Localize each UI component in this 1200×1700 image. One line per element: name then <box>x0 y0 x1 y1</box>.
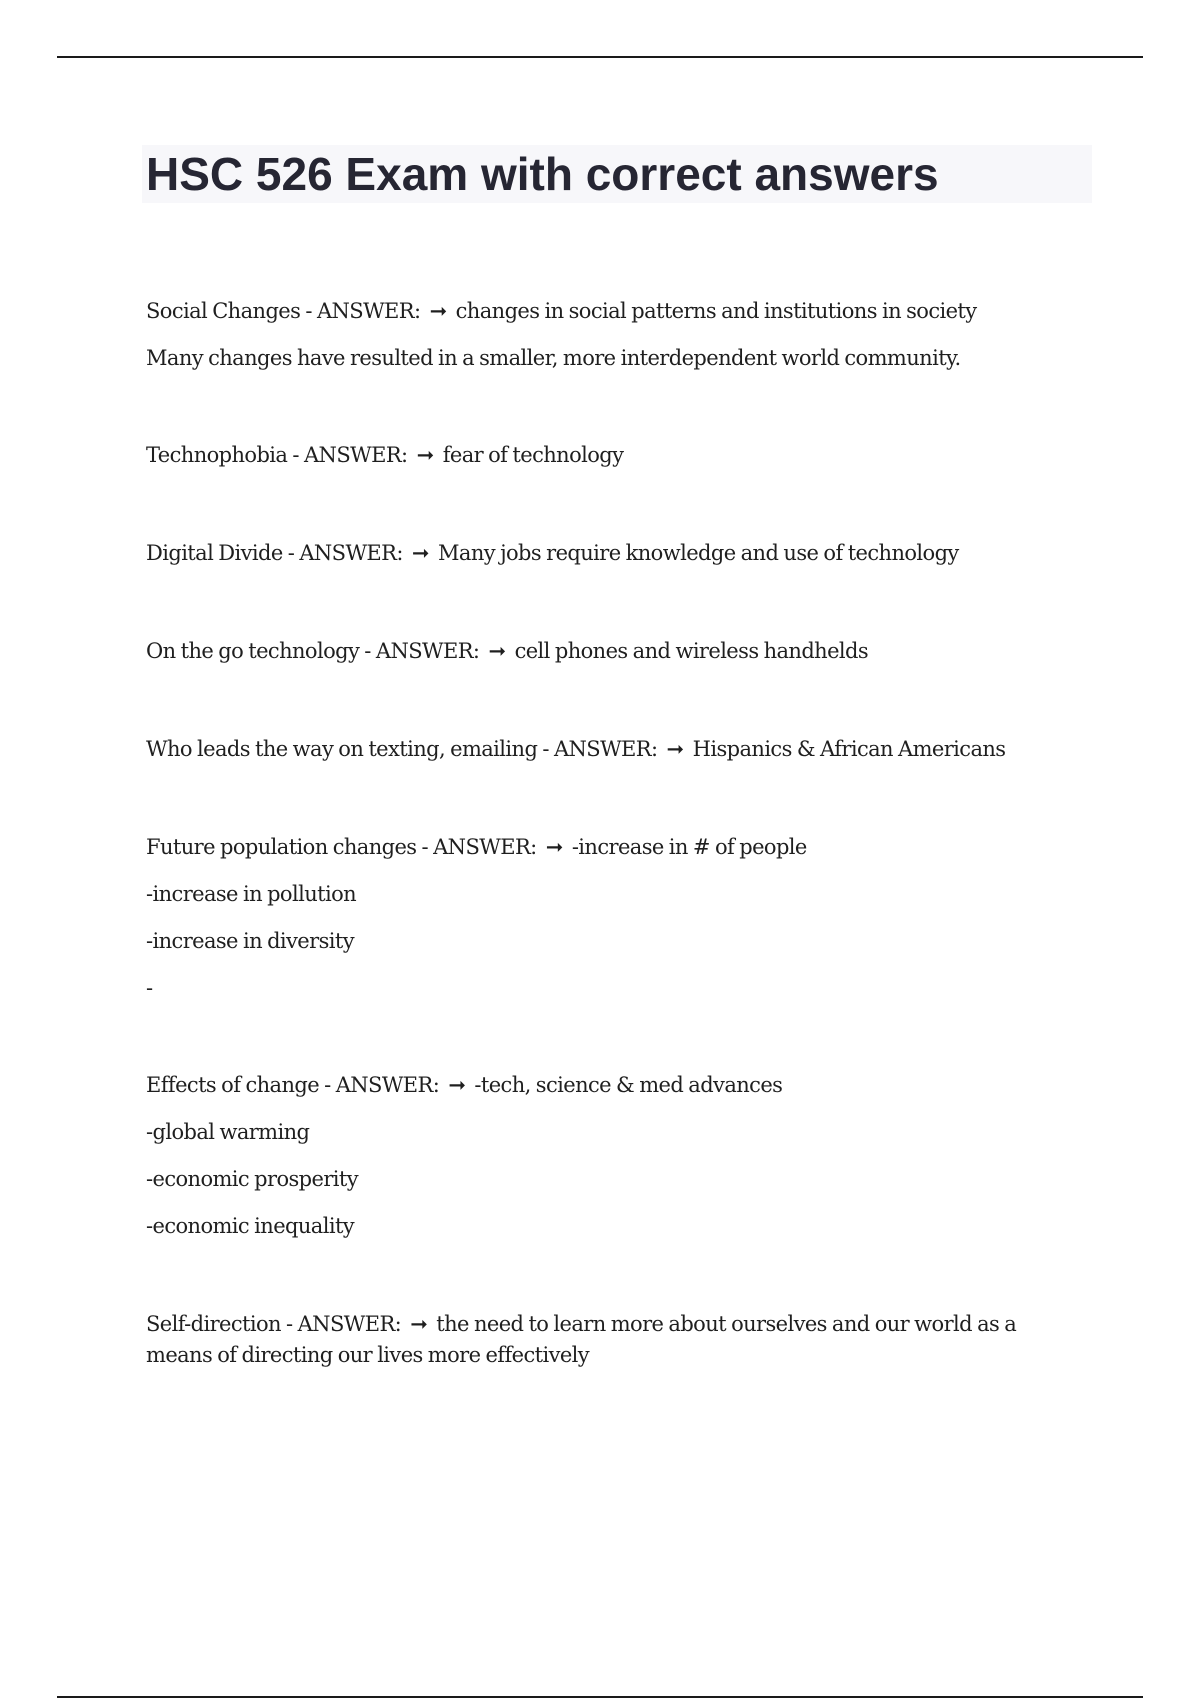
answer-text: Hispanics & African Americans <box>692 737 1006 761</box>
question-text: Self-direction - ANSWER: <box>146 1312 402 1336</box>
qa-entry-social-changes <box>146 288 1086 382</box>
question-text: Effects of change - ANSWER: <box>146 1073 440 1097</box>
answer-extra-line: Many changes have resulted in a smaller, more interdependent world community. <box>146 346 961 370</box>
arrow-icon: ➞ <box>545 835 563 859</box>
question-text: Who leads the way on texting, emailing - ANSWER: <box>146 737 658 761</box>
answer-extra-line: -increase in diversity <box>146 929 354 953</box>
answer-extra-line: -increase in pollution <box>146 882 357 906</box>
top-rule <box>57 56 1143 58</box>
arrow-icon: ➞ <box>411 541 429 565</box>
arrow-icon: ➞ <box>666 737 684 761</box>
answer-extra-line: -global warming <box>146 1120 310 1144</box>
answer-extra-line: - <box>146 976 153 1000</box>
answer-text: the need to learn more about ourselves and our world as a means of directing our lives more effectively <box>146 1312 1017 1367</box>
question-text: On the go technology - ANSWER: <box>146 639 480 663</box>
page-title: HSC 526 Exam with correct answers <box>146 148 939 200</box>
qa-line <box>146 628 1086 675</box>
answer-text: cell phones and wireless handhelds <box>514 639 869 663</box>
arrow-icon: ➞ <box>448 1073 466 1097</box>
answer-text: Many jobs require knowledge and use of technology <box>438 541 959 565</box>
qa-entry-digital-divide <box>146 530 1086 577</box>
arrow-icon: ➞ <box>410 1312 428 1336</box>
qa-entry-technophobia <box>146 432 1086 479</box>
question-text: Digital Divide - ANSWER: <box>146 541 403 565</box>
question-text: Technophobia - ANSWER: <box>146 443 408 467</box>
qa-line <box>146 1062 1086 1109</box>
arrow-icon: ➞ <box>429 299 447 323</box>
qa-line <box>146 1309 1086 1371</box>
qa-line <box>146 288 1086 335</box>
qa-entry-on-the-go-technology <box>146 628 1086 675</box>
question-text: Future population changes - ANSWER: <box>146 835 537 859</box>
qa-line <box>146 530 1086 577</box>
arrow-icon: ➞ <box>416 443 434 467</box>
answer-text: -increase in # of people <box>571 835 807 859</box>
qa-entry-who-leads-texting <box>146 726 1086 773</box>
question-text: Social Changes - ANSWER: <box>146 299 421 323</box>
answer-text: fear of technology <box>442 443 624 467</box>
qa-line <box>146 432 1086 479</box>
answer-extra-line: -economic inequality <box>146 1214 355 1238</box>
answer-extra-line: -economic prosperity <box>146 1167 358 1191</box>
arrow-icon: ➞ <box>488 639 506 663</box>
bottom-rule <box>57 1696 1143 1698</box>
qa-line <box>146 726 1086 773</box>
qa-entry-self-direction <box>146 1309 1086 1371</box>
answer-text: -tech, science & med advances <box>474 1073 783 1097</box>
answer-text: changes in social patterns and institutions in society <box>455 299 977 323</box>
qa-entry-future-population-changes <box>146 824 1086 1012</box>
qa-line <box>146 824 1086 871</box>
qa-entry-effects-of-change <box>146 1062 1086 1250</box>
